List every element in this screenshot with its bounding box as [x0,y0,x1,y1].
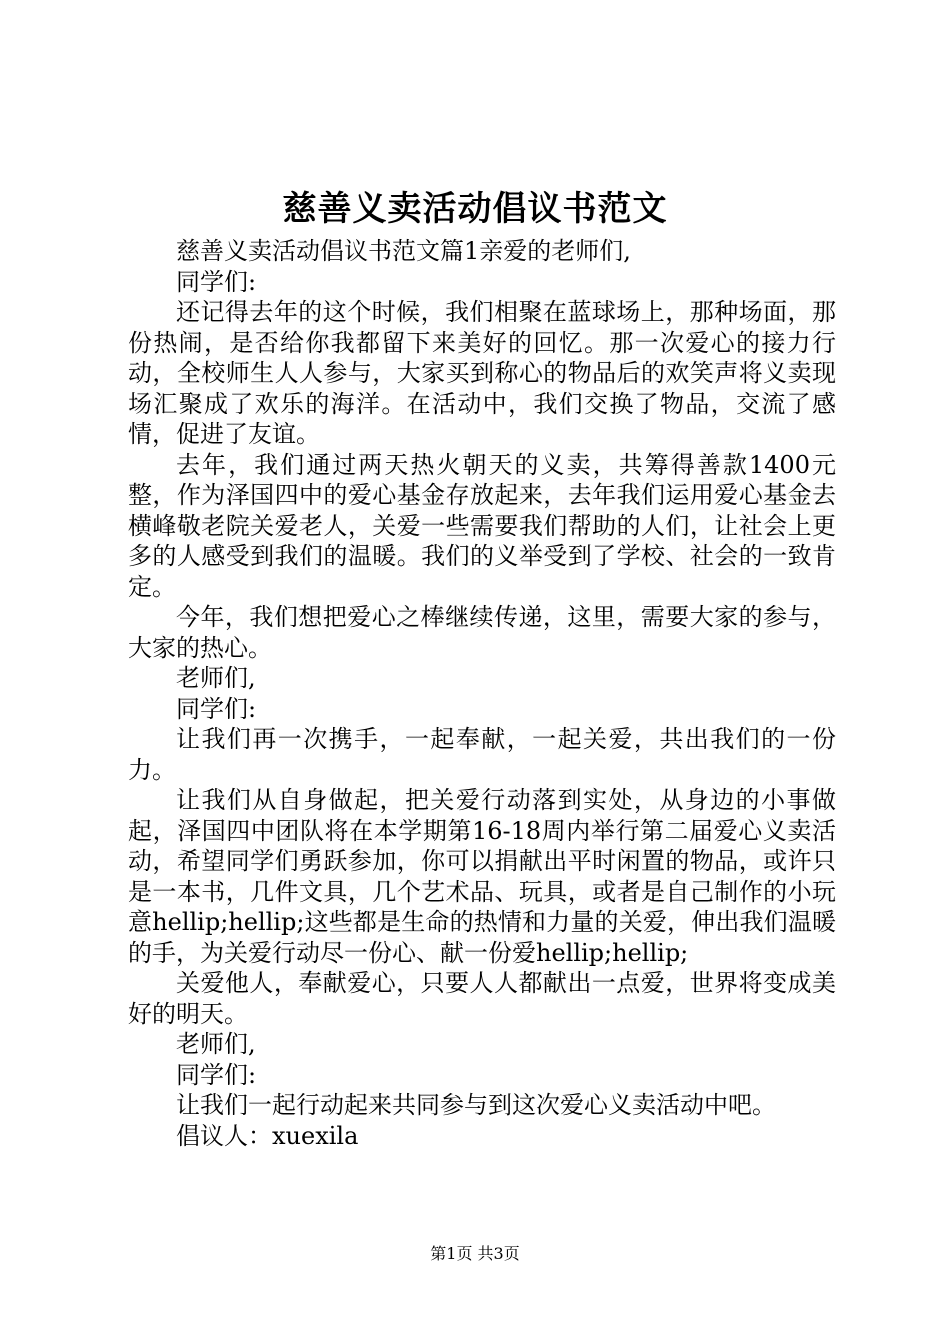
document-title: 慈善义卖活动倡议书范文 [282,189,668,229]
paragraph-last-year-results: 去年，我们通过两天热火朝天的义卖，共筹得善款1400元整，作为泽国四中的爱心基金存放起来，去年我们运用爱心基金去横峰敬老院关爱老人，关爱一些需要我们帮助的人们，让社会上更多的人感受到我们的温暖。我们的义举受到了学校、社会的一致肯定。 [128,450,836,601]
paragraph-salutation-students: 同学们: [176,1060,257,1089]
paragraph-care-others: 关爱他人，奉献爱心，只要人人都献出一点爱，世界将变成美好的明天。 [128,969,836,1028]
paragraph-event-details: 让我们从自身做起，把关爱行动落到实处，从身边的小事做起，泽国四中团队将在本学期第16-18周内举行第二届爱心义卖活动，希望同学们勇跃参加，你可以捐献出平时闲置的物品，或许只是一本书，几件文具，几个艺术品、玩具，或者是自己制作的小玩意hellip;hellip;这些都是生命的热情和力量的关爱，伸出我们温暖的手，为关爱行动尽一份心、献一份爱hellip;hellip; [128,786,836,967]
paragraph-call-to-action: 让我们一起行动起来共同参与到这次爱心义卖活动中吧。 [176,1091,776,1119]
paragraph-intro: 慈善义卖活动倡议书范文篇1亲爱的老师们, [176,237,631,265]
paragraph-signature: 倡议人：xuexila [176,1121,359,1150]
paragraph-salutation-teachers: 老师们, [176,1030,256,1058]
paragraph-salutation-students: 同学们: [176,267,257,296]
paragraph-this-year: 今年，我们想把爱心之棒继续传递，这里，需要大家的参与，大家的热心。 [128,603,836,662]
paragraph-salutation-teachers: 老师们, [176,664,256,692]
paragraph-join-hands: 让我们再一次携手，一起奉献，一起关爱，共出我们的一份力。 [128,725,836,784]
document-body [128,236,836,1151]
paragraph-salutation-students: 同学们: [176,694,257,723]
paragraph-last-year-memory: 还记得去年的这个时候，我们相聚在蓝球场上，那种场面，那份热闹，是否给你我都留下来美好的回忆。那一次爱心的接力行动，全校师生人人参与，大家买到称心的物品后的欢笑声将义卖现场汇聚成了欢乐的海洋。在活动中，我们交换了物品，交流了感情，促进了友谊。 [128,298,836,448]
page-footer: 第1页 共3页 [430,1244,520,1263]
